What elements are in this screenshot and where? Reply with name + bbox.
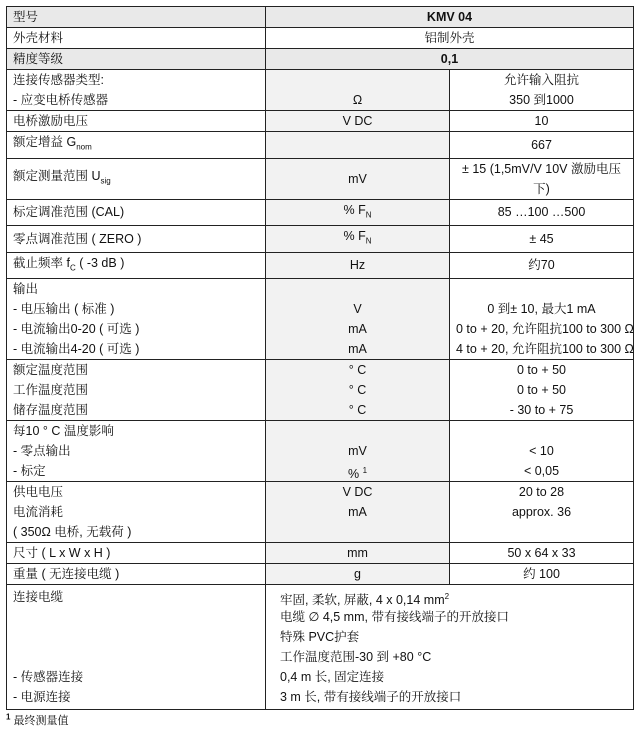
zero-value: ± 45 [450, 226, 634, 253]
tempeffect-label-2: - 标定 [13, 464, 46, 478]
footnote-marker: 1 [6, 712, 11, 722]
supply-value-2: approx. 36 [511, 505, 572, 519]
tempeffect-unit-1: mV [348, 444, 367, 458]
temp-value-3: - 30 to + 75 [509, 403, 574, 417]
cutoff-value: 约70 [450, 252, 634, 279]
footnote-text: 最终测量值 [13, 715, 69, 727]
weight-unit: g [266, 564, 450, 585]
temp-unit-1: ° C [348, 363, 367, 377]
housing-label: 外壳材料 [7, 28, 266, 49]
footnote [6, 712, 69, 728]
excitation-unit: V DC [266, 111, 450, 132]
temp-unit-2: ° C [348, 383, 367, 397]
gain-value: 667 [450, 132, 634, 159]
row-cable [7, 585, 634, 710]
weight-value: 约 100 [450, 564, 634, 585]
cable-label-5: - 传感器连接 [13, 670, 84, 684]
output-value-3: 4 to + 20, 允许阻抗100 to 300 Ω [456, 342, 634, 356]
supply-value-1: 20 to 28 [518, 485, 565, 499]
size-unit: mm [266, 543, 450, 564]
cable-line-3: 特殊 PVC护套 [280, 630, 360, 644]
temp-value-2: 0 to + 50 [517, 383, 566, 397]
row-gain [7, 132, 634, 159]
supply-label-1: 供电电压 [13, 485, 64, 499]
row-sensor [7, 70, 634, 111]
sensor-value-2: 350 到1000 [509, 93, 574, 107]
output-label-2: - 电流输出0-20 ( 可选 ) [13, 322, 140, 336]
sensor-label [7, 70, 266, 111]
cable-line-2: 电缆 ∅ 4,5 mm, 带有接线端子的开放接口 [280, 610, 509, 624]
housing-value: 铝制外壳 [266, 28, 634, 49]
accuracy-label: 精度等级 [7, 49, 266, 70]
tempeffect-label-1: - 零点输出 [13, 444, 71, 458]
supply-label-2: 电流消耗 [13, 505, 64, 519]
supply-unit-1: V DC [342, 485, 373, 499]
supply-units [266, 482, 450, 543]
row-zero [7, 226, 634, 253]
excitation-value: 10 [450, 111, 634, 132]
cable-line-6: 3 m 长, 带有接线端子的开放接口 [280, 690, 462, 704]
row-tempeffect [7, 421, 634, 482]
supply-labels [7, 482, 266, 543]
accuracy-value: 0,1 [266, 49, 634, 70]
tempeffect-units [266, 421, 450, 482]
row-model [7, 7, 634, 28]
spec-table [6, 6, 634, 710]
output-unit-2: mA [348, 322, 367, 336]
temp-units [266, 360, 450, 421]
output-values [450, 279, 634, 360]
row-weight [7, 564, 634, 585]
sensor-value-1: 允许输入阻抗 [503, 73, 579, 87]
gain-label: 额定增益 $G_{nom}$ [7, 132, 266, 159]
temp-value-1: 0 to + 50 [517, 363, 566, 377]
cable-line-1: 牢固, 柔软, 屏蔽, 4 x 0,14 $mm^2$ [280, 592, 450, 608]
cable-values [266, 585, 634, 710]
cable-line-5: 0,4 m 长, 固定连接 [280, 670, 385, 684]
tempeffect-value-1: < 10 [529, 444, 554, 458]
row-accuracy [7, 49, 634, 70]
supply-values [450, 482, 634, 543]
sensor-value [450, 70, 634, 111]
tempeffect-value-2: < 0,05 [523, 464, 560, 478]
output-value-1: 0 到± 10, 最大1 mA [487, 302, 596, 316]
cable-label-6: - 电源连接 [13, 690, 71, 704]
row-excitation [7, 111, 634, 132]
cutoff-label: 截止频率 $f_C$ ( -3 dB ) [7, 252, 266, 279]
output-unit-3: mA [348, 342, 367, 356]
sensor-unit [266, 70, 450, 111]
tempeffect-values [450, 421, 634, 482]
supply-label-3: ( 350Ω 电桥, 无载荷 ) [13, 525, 132, 539]
cable-line-4: 工作温度范围-30 到 +80 °C [280, 650, 432, 664]
cal-unit: % $F_N$ [266, 199, 450, 226]
temp-label-2: 工作温度范围 [13, 383, 89, 397]
row-size [7, 543, 634, 564]
size-label: 尺寸 ( L x W x H ) [7, 543, 266, 564]
model-value: KMV 04 [266, 7, 634, 28]
output-label-0: 输出 [13, 282, 39, 296]
range-label: 额定测量范围 $U_{sig}$ [7, 158, 266, 199]
weight-label: 重量 ( 无连接电缆 ) [7, 564, 266, 585]
output-unit-1: V [353, 302, 362, 316]
row-range [7, 158, 634, 199]
temp-label-3: 储存温度范围 [13, 403, 89, 417]
range-unit: mV [266, 158, 450, 199]
tempeffect-labels [7, 421, 266, 482]
cal-label: 标定调准范围 (CAL) [7, 199, 266, 226]
row-output [7, 279, 634, 360]
row-cal [7, 199, 634, 226]
output-label-1: - 电压输出 ( 标准 ) [13, 302, 115, 316]
output-value-2: 0 to + 20, 允许阻抗100 to 300 Ω [456, 322, 634, 336]
row-temp [7, 360, 634, 421]
row-supply [7, 482, 634, 543]
sensor-label-2: - 应变电桥传感器 [13, 93, 109, 107]
temp-labels [7, 360, 266, 421]
temp-values [450, 360, 634, 421]
output-labels [7, 279, 266, 360]
row-housing [7, 28, 634, 49]
cutoff-unit: Hz [266, 252, 450, 279]
tempeffect-unit-2: % $^1$ [347, 466, 368, 482]
excitation-label: 电桥激励电压 [7, 111, 266, 132]
output-label-3: - 电流输出4-20 ( 可选 ) [13, 342, 140, 356]
gain-unit [266, 132, 450, 159]
sensor-unit-text: Ω [352, 93, 363, 107]
size-value: 50 x 64 x 33 [450, 543, 634, 564]
cable-labels [7, 585, 266, 710]
supply-unit-2: mA [348, 505, 367, 519]
output-units [266, 279, 450, 360]
cable-label-0: 连接电缆 [13, 590, 64, 604]
zero-unit: % $F_N$ [266, 226, 450, 253]
row-cutoff [7, 252, 634, 279]
range-value: ± 15 (1,5mV/V 10V 激励电压下) [450, 158, 634, 199]
temp-label-1: 额定温度范围 [13, 363, 89, 377]
cal-value: 85 …100 …500 [450, 199, 634, 226]
zero-label: 零点调准范围 ( ZERO ) [7, 226, 266, 253]
model-label: 型号 [7, 7, 266, 28]
temp-unit-3: ° C [348, 403, 367, 417]
sensor-label-1: 连接传感器类型: [13, 73, 104, 87]
tempeffect-label-0: 每10 ° C 温度影响 [13, 424, 114, 438]
